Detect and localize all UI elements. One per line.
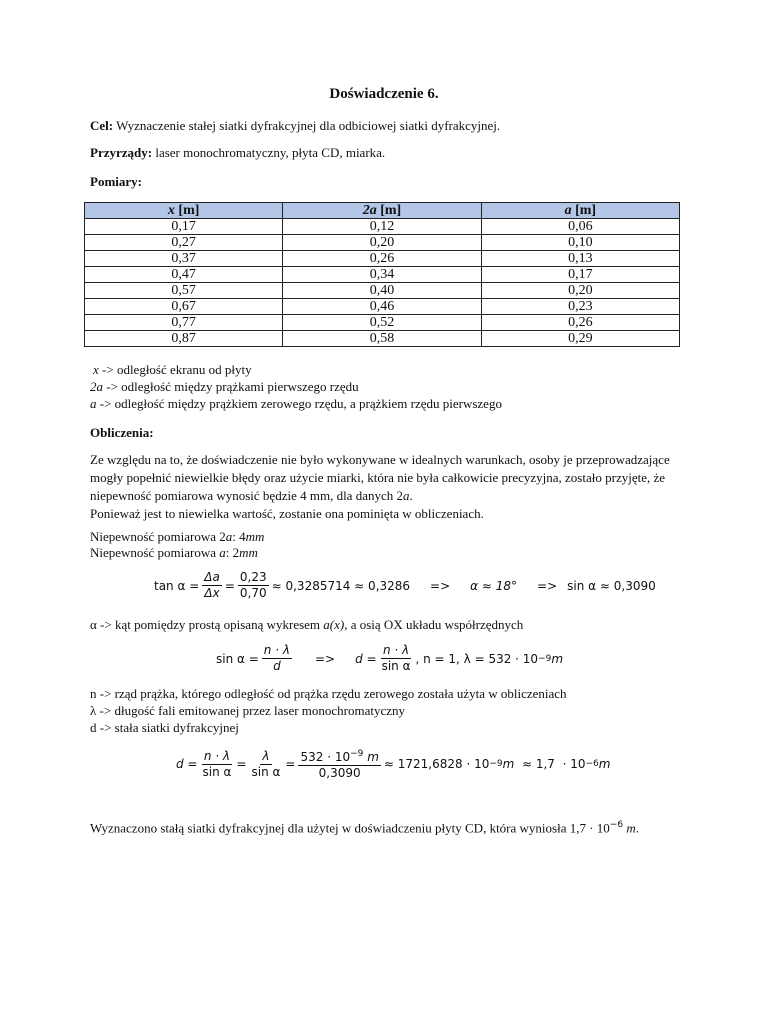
goal-label: Cel: bbox=[90, 118, 114, 133]
cell-a: 0,10 bbox=[481, 235, 679, 251]
legend-2a: 2a -> odległość między prążkami pierwszego rzędu bbox=[90, 379, 359, 394]
cell-x: 0,57 bbox=[85, 283, 283, 299]
cell-a: 0,29 bbox=[481, 331, 679, 347]
equation-sin: sin α = $\frac{n \cdot \lambda}{d}$ => d = $\frac{n \cdot \lambda}{\text{sin α}}$ , n = 1, λ = 532 · 10 −9 m bbox=[216, 643, 564, 673]
calc-heading: Obliczenia: bbox=[90, 425, 154, 440]
conclusion: Wyznaczono stałą siatki dyfrakcyjnej dla użytej w doświadczeniu płyty CD, która wyniosła $1,7 \cdot 10^{-6}$ m. bbox=[90, 820, 639, 836]
alpha-note: α -> kąt pomiędzy prostą opisaną wykresem a(x), a osią OX układu współrzędnych bbox=[90, 617, 524, 632]
cell-a: 0,20 bbox=[481, 283, 679, 299]
cell-2a: 0,58 bbox=[283, 331, 481, 347]
cell-2a: 0,40 bbox=[283, 283, 481, 299]
header-x: x [m] bbox=[85, 203, 283, 219]
table-row bbox=[85, 251, 680, 267]
cell-x: 0,37 bbox=[85, 251, 283, 267]
legend-a: a -> odległość między prążkiem zerowego rzędu, a prążkiem rzędu pierwszego bbox=[90, 396, 502, 411]
def-d: d -> stała siatki dyfrakcyjnej bbox=[90, 720, 239, 735]
table-row bbox=[85, 219, 680, 235]
cell-a: 0,13 bbox=[481, 251, 679, 267]
measurements-table bbox=[84, 202, 680, 347]
table-row bbox=[85, 331, 680, 347]
cell-2a: 0,46 bbox=[283, 299, 481, 315]
calc-paragraph bbox=[90, 451, 690, 523]
cell-a: 0,17 bbox=[481, 267, 679, 283]
def-n: n -> rząd prążka, którego odległość od prążka rzędu zerowego została użyta w obliczeniach bbox=[90, 686, 567, 701]
header-2a: 2a [m] bbox=[283, 203, 481, 219]
header-a: a [m] bbox=[481, 203, 679, 219]
table-row bbox=[85, 315, 680, 331]
uncertainty-2a: Niepewność pomiarowa 2a: 4mm bbox=[90, 529, 265, 544]
cell-2a: 0,20 bbox=[283, 235, 481, 251]
calc-line-2: mogły popełnić niewielkie błędy oraz użycie miarki, która nie była całkowicie precyzyjna, zostało przyjęte, że bbox=[90, 470, 666, 485]
cell-x: 0,47 bbox=[85, 267, 283, 283]
table-row bbox=[85, 299, 680, 315]
table-row bbox=[85, 283, 680, 299]
cell-2a: 0,12 bbox=[283, 219, 481, 235]
goal-text: Wyznaczenie stałej siatki dyfrakcyjnej dla odbiciowej siatki dyfrakcyjnej. bbox=[113, 118, 501, 133]
page-title: Doświadczenie 6. bbox=[329, 86, 439, 102]
cell-2a: 0,26 bbox=[283, 251, 481, 267]
measurements-heading: Pomiary: bbox=[90, 174, 142, 189]
equation-tan: tan α = $\frac{\Delta a}{\Delta x}$ = $\frac{0,23}{0,70}$ ≈ 0,3285714 ≈ 0,3286 => α ≈ 18° => sin α ≈ 0,3090 bbox=[154, 570, 656, 600]
calc-line-3: niepewność pomiarowa wynosić będzie 4 mm, dla danych 2a. bbox=[90, 488, 413, 503]
cell-a: 0,06 bbox=[481, 219, 679, 235]
cell-x: 0,77 bbox=[85, 315, 283, 331]
tools-line bbox=[90, 145, 385, 161]
cell-x: 0,17 bbox=[85, 219, 283, 235]
cell-x: 0,67 bbox=[85, 299, 283, 315]
goal-line bbox=[90, 118, 500, 134]
table-header-row bbox=[85, 203, 680, 219]
tools-label: Przyrządy: bbox=[90, 145, 153, 160]
cell-a: 0,23 bbox=[481, 299, 679, 315]
calc-line-1: Ze względu na to, że doświadczenie nie było wykonywane w idealnych warunkach, osoby je przeprowadzające bbox=[90, 452, 670, 467]
equation-d: d = $\frac{n \cdot \lambda}{\text{sin α}}$ = $\frac{\lambda}{\text{sin α}}$ = $\frac{532 \cdot 10^{-9} m}{0,3090}$ ≈ 1721,6828 · 10 −9 m ≈ 1,7 · 10 −6 m bbox=[176, 748, 611, 780]
cell-a: 0,26 bbox=[481, 315, 679, 331]
cell-2a: 0,34 bbox=[283, 267, 481, 283]
calc-line-4: Ponieważ jest to niewielka wartość, zostanie ona pominięta w obliczeniach. bbox=[90, 506, 484, 521]
cell-2a: 0,52 bbox=[283, 315, 481, 331]
def-lambda: λ -> długość fali emitowanej przez laser monochromatyczny bbox=[90, 703, 406, 718]
cell-x: 0,27 bbox=[85, 235, 283, 251]
tools-text: laser monochromatyczny, płyta CD, miarka. bbox=[152, 145, 386, 160]
table-row bbox=[85, 235, 680, 251]
legend-x: x -> odległość ekranu od płyty bbox=[93, 362, 252, 377]
uncertainty-a: Niepewność pomiarowa a: 2mm bbox=[90, 545, 258, 560]
table-row bbox=[85, 267, 680, 283]
cell-x: 0,87 bbox=[85, 331, 283, 347]
